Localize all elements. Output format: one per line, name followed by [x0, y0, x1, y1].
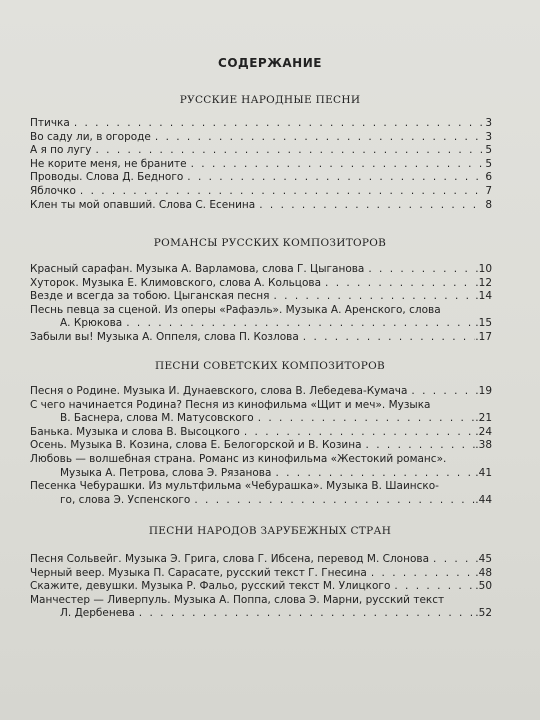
section-heading-foreign: ПЕСНИ НАРОДОВ ЗАРУБЕЖНЫХ СТРАН [148, 525, 392, 537]
page-number: .24 [475, 425, 492, 438]
page-number: .48 [475, 566, 492, 579]
page-number: .45 [475, 553, 492, 565]
toc-entry-continuation[interactable]: А. Крюкова . . . .15 [30, 317, 492, 331]
page-number: 5 [485, 144, 492, 157]
toc-entry[interactable]: Скажите, девушки. Музыка Р. Фальо, русский текст М. Улицкого . . . .50 [30, 580, 492, 594]
toc-entry[interactable]: Хуторок. Музыка Е. Климовского, слова А. Кольцова . . . .12 [30, 277, 492, 291]
section-heading-folk: РУССКИЕ НАРОДНЫЕ ПЕСНИ [179, 94, 361, 106]
toc-entry[interactable]: Во саду ли, в огороде . . . 3 [30, 131, 492, 145]
section-heading-soviet: ПЕСНИ СОВЕТСКИХ КОМПОЗИТОРОВ [154, 360, 385, 372]
section-entries-soviet [30, 385, 492, 507]
toc-entry[interactable]: Песня о Родине. Музыка И. Дунаевского, слова В. Лебедева-Кумача . . . .19 [30, 385, 492, 399]
toc-entry[interactable]: Манчестер — Ливерпуль. Музыка А. Поппа, слова Э. Марни, русский текст [30, 593, 445, 606]
page-number: .14 [475, 290, 492, 303]
toc-entry[interactable]: Яблочко . . . 7 [30, 185, 492, 199]
page-number: 5 [485, 157, 492, 170]
page-number: 3 [485, 117, 492, 129]
toc-entry[interactable]: Проводы. Слова Д. Бедного . . . 6 [30, 171, 492, 185]
toc-entry[interactable]: С чего начинается Родина? Песня из кинофильма «Щит и меч». Музыка [30, 398, 431, 411]
toc-entry[interactable]: Клен ты мой опавший. Слова С. Есенина . . . 8 [30, 199, 492, 213]
toc-entry[interactable]: А я по лугу . . . 5 [30, 144, 492, 158]
page-number: .12 [475, 276, 492, 289]
page-number: 7 [485, 184, 492, 197]
toc-entry[interactable]: Осень. Музыка В. Козина, слова Е. Белогорской и В. Козина . . . .38 [30, 439, 492, 453]
toc-entry-continuation[interactable]: Л. Дербенева . . . .52 [30, 607, 492, 621]
toc-entry[interactable]: Не корите меня, не браните . . . 5 [30, 158, 492, 172]
toc-entry[interactable]: Черный веер. Музыка П. Сарасате, русский текст Г. Гнесина . . . .48 [30, 567, 492, 581]
toc-entry[interactable]: Песнь певца за сценой. Из оперы «Рафаэль». Музыка А. Аренского, слова [30, 303, 441, 316]
page-number: .10 [475, 263, 492, 275]
page-number: .19 [475, 385, 492, 397]
toc-entry[interactable]: Везде и всегда за тобою. Цыганская песня . . . .14 [30, 290, 492, 304]
toc-entry-continuation[interactable]: В. Баснера, слова М. Матусовского . . . .21 [30, 412, 492, 426]
toc-entry[interactable]: Красный сарафан. Музыка А. Варламова, слова Г. Цыганова . . . .10 [30, 263, 492, 277]
page-number: .41 [475, 466, 492, 479]
toc-entry-continuation[interactable]: Музыка А. Петрова, слова Э. Рязанова . . . .41 [30, 467, 492, 481]
page-number: 6 [485, 171, 492, 184]
section-heading-romances: РОМАНСЫ РУССКИХ КОМПОЗИТОРОВ [153, 237, 387, 249]
page-number: .21 [475, 412, 492, 425]
toc-entry[interactable]: Банька. Музыка и слова В. Высоцкого . . . .24 [30, 426, 492, 440]
page-title: СОДЕРЖАНИЕ [218, 56, 322, 70]
page-number: 8 [485, 198, 492, 211]
page-number: .44 [475, 493, 492, 506]
page-number: 3 [485, 130, 492, 143]
page-number: .50 [475, 580, 492, 593]
toc-entry-continuation[interactable]: го, слова Э. Успенского . . . .44 [30, 494, 492, 508]
section-entries-foreign [30, 553, 492, 621]
page-number: .52 [475, 607, 492, 620]
page-number: .38 [475, 439, 492, 452]
section-entries-folk [30, 117, 492, 212]
toc-entry[interactable]: Песенка Чебурашки. Из мультфильма «Чебурашка». Музыка В. Шаинско- [30, 480, 439, 493]
toc-entry[interactable]: Любовь — волшебная страна. Романс из кинофильма «Жестокий романс». [30, 452, 447, 465]
page-number: .17 [475, 330, 492, 343]
toc-entry[interactable]: Забыли вы! Музыка А. Оппеля, слова П. Козлова . . . .17 [30, 331, 492, 345]
page-number: .15 [475, 317, 492, 330]
section-entries-romances [30, 263, 492, 345]
toc-entry[interactable]: Птичка . . . 3 [30, 117, 492, 131]
toc-entry[interactable]: Песня Сольвейг. Музыка Э. Грига, слова Г. Ибсена, перевод М. Слонова . . . .45 [30, 553, 492, 567]
